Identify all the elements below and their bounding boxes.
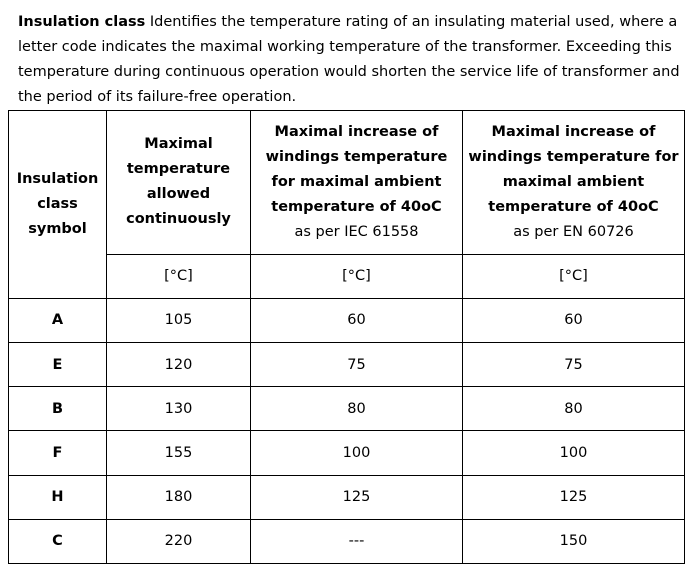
cell-en: 100 — [463, 431, 685, 475]
cell-max-temp: 130 — [107, 387, 251, 431]
cell-symbol: H — [9, 475, 107, 519]
table-row — [9, 431, 685, 475]
cell-max-temp: 155 — [107, 431, 251, 475]
cell-max-temp: 180 — [107, 475, 251, 519]
cell-iec: 75 — [251, 343, 463, 387]
header-row — [9, 111, 685, 255]
cell-iec: 125 — [251, 475, 463, 519]
unit-iec: [°C] — [251, 254, 463, 298]
header-en-standard: as per EN 60726 — [513, 223, 634, 240]
cell-symbol: E — [9, 343, 107, 387]
cell-max-temp: 120 — [107, 343, 251, 387]
cell-en: 80 — [463, 387, 685, 431]
cell-en: 150 — [463, 519, 685, 563]
table-row — [9, 519, 685, 563]
cell-en: 125 — [463, 475, 685, 519]
intro-term: Insulation class — [18, 14, 146, 30]
unit-max-temp: [°C] — [107, 254, 251, 298]
header-en-title: Maximal increase of windings temperature for maximal ambient temperature of 40oC — [468, 123, 679, 215]
cell-symbol: A — [9, 298, 107, 342]
unit-row — [9, 254, 685, 298]
cell-symbol: C — [9, 519, 107, 563]
cell-iec: 100 — [251, 431, 463, 475]
table-row — [9, 387, 685, 431]
cell-max-temp: 105 — [107, 298, 251, 342]
cell-iec: 80 — [251, 387, 463, 431]
unit-en: [°C] — [463, 254, 685, 298]
header-max-temp: Maximal temperature allowed continuously — [107, 111, 251, 255]
header-symbol: Insulation class symbol — [9, 111, 107, 299]
cell-symbol: B — [9, 387, 107, 431]
cell-en: 75 — [463, 343, 685, 387]
intro-text: Identifies the temperature rating of an insulating material used, where a letter code indicates the maximal working temperature of the transformer. Exceeding this temperature during continuous operation would shorten the service life of transformer and the period of its failure-free operation. — [18, 14, 680, 105]
cell-iec: 60 — [251, 298, 463, 342]
cell-iec: --- — [251, 519, 463, 563]
table-row — [9, 343, 685, 387]
cell-symbol: F — [9, 431, 107, 475]
table-row — [9, 298, 685, 342]
insulation-class-table — [8, 110, 685, 564]
header-iec-title: Maximal increase of windings temperature for maximal ambient temperature of 40oC — [265, 123, 448, 215]
cell-max-temp: 220 — [107, 519, 251, 563]
header-iec — [251, 111, 463, 255]
header-iec-standard: as per IEC 61558 — [294, 223, 419, 240]
table-row — [9, 475, 685, 519]
intro-paragraph — [18, 10, 686, 110]
header-en — [463, 111, 685, 255]
cell-en: 60 — [463, 298, 685, 342]
